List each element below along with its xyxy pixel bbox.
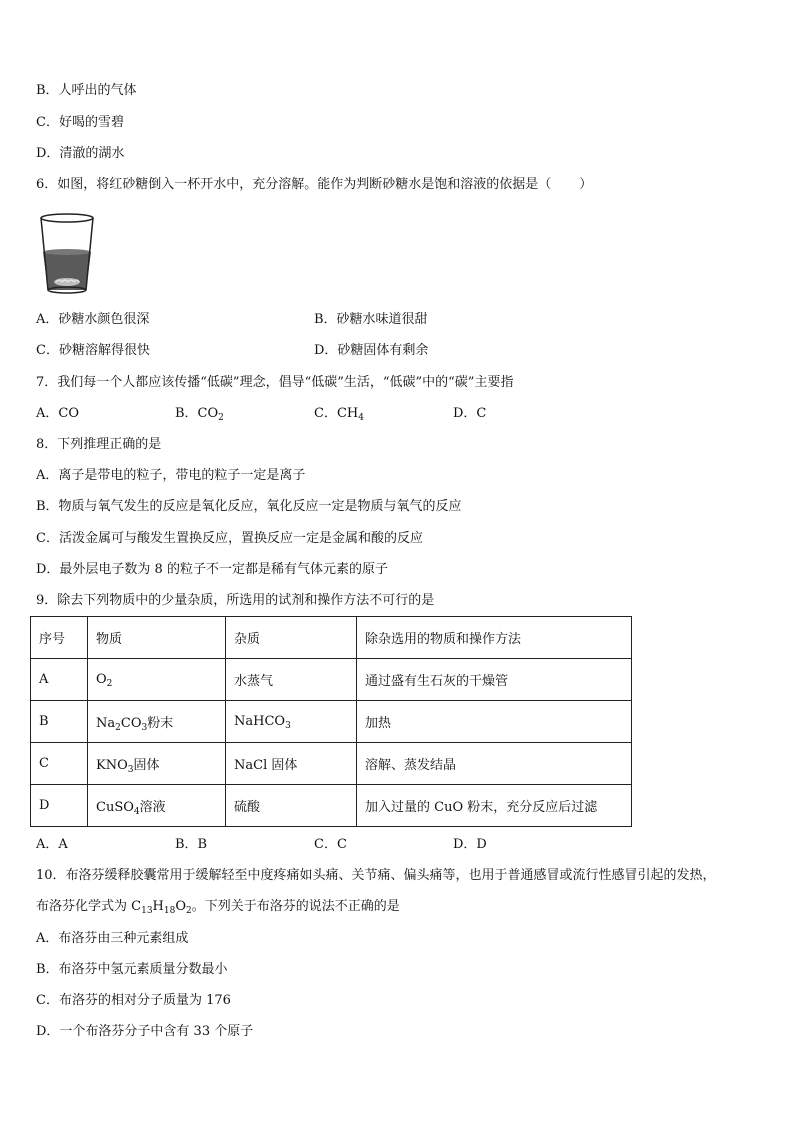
formula-text: KNO	[96, 758, 128, 773]
subscript: 4	[358, 413, 364, 423]
question-6-option-b: B．砂糖水味道很甜	[314, 312, 428, 327]
row-method: 溶解、蒸发结晶	[357, 743, 632, 785]
header-cell: 杂质	[226, 617, 357, 659]
subscript: 2	[218, 413, 224, 423]
option-c-prev: C．好喝的雪碧	[36, 115, 124, 130]
stem-text: H	[152, 899, 164, 914]
row-substance	[88, 743, 226, 785]
option-d-prev: D．清澈的湖水	[36, 146, 125, 161]
subscript: 3	[141, 723, 148, 733]
formula-text: 固体	[133, 758, 160, 773]
question-9-stem: 9．除去下列物质中的少量杂质，所选用的试剂和操作方法不可行的是	[36, 593, 435, 608]
option-b-prev: B．人呼出的气体	[36, 83, 137, 98]
header-cell: 除杂选用的物质和操作方法	[357, 617, 632, 659]
table-row	[31, 701, 632, 743]
question-6-option-a: A．砂糖水颜色很深	[36, 312, 150, 327]
row-substance	[88, 701, 226, 743]
row-impurity: NaCl 固体	[226, 743, 357, 785]
question-8-option-b: B．物质与氧气发生的反应是氧化反应，氧化反应一定是物质与氧气的反应	[36, 499, 462, 514]
question-6-option-c: C．砂糖溶解得很快	[36, 343, 150, 358]
row-method: 通过盛有生石灰的干燥管	[357, 659, 632, 701]
row-id: C	[31, 743, 88, 785]
question-6-option-d: D．砂糖固体有剩余	[314, 343, 429, 358]
question-9-table	[30, 616, 632, 827]
stem-text: O	[175, 899, 187, 914]
formula-text: 粉末	[147, 716, 174, 731]
table-header-row	[31, 617, 632, 659]
formula-text: 溶液	[139, 800, 166, 815]
row-substance	[88, 785, 226, 827]
question-7-option-a: A．CO	[36, 406, 79, 421]
question-8-option-c: C．活泼金属可与酸发生置换反应，置换反应一定是金属和酸的反应	[36, 531, 423, 546]
question-6-stem-text: 6．如图，将红砂糖倒入一杯开水中，充分溶解。能作为判断砂糖水是饱和溶液的依据是（	[36, 177, 552, 192]
question-10-option-b: B．布洛芬中氢元素质量分数最小	[36, 962, 228, 977]
question-9-option-c: C．C	[314, 837, 347, 852]
question-8-stem: 8．下列推理正确的是	[36, 437, 162, 452]
formula-text: CO	[120, 716, 142, 731]
question-8-option-d: D．最外层电子数为 8 的粒子不一定都是稀有气体元素的原子	[36, 562, 388, 577]
question-7-option-c	[314, 405, 364, 423]
stem-text: 。下列关于布洛芬的说法不正确的是	[191, 899, 400, 914]
stem-text: 布洛芬化学式为 C	[36, 899, 142, 914]
question-7-option-b	[175, 405, 224, 423]
question-6-paren-close: ）	[579, 177, 593, 192]
question-10-option-c: C．布洛芬的相对分子质量为 176	[36, 993, 231, 1008]
subscript: 3	[127, 765, 134, 775]
formula-text: Na	[96, 716, 116, 731]
question-10-option-a: A．布洛芬由三种元素组成	[36, 931, 189, 946]
subscript: 4	[133, 807, 140, 817]
formula-text: CuSO	[96, 800, 134, 815]
table-row	[31, 743, 632, 785]
row-method: 加热	[357, 701, 632, 743]
question-9-option-d: D．D	[453, 837, 487, 852]
row-id: A	[31, 659, 88, 701]
row-impurity: 水蒸气	[226, 659, 357, 701]
row-impurity: 硫酸	[226, 785, 357, 827]
question-10-stem-line1: 10．布洛芬缓释胶囊常用于缓解轻至中度疼痛如头痛、关节痛、偏头痛等，也用于普通感冒或流行性感冒引起的发热，	[36, 868, 716, 883]
question-6-stem	[36, 176, 592, 194]
subscript: 2	[115, 723, 121, 733]
subscript: 13	[141, 906, 153, 916]
header-cell: 物质	[88, 617, 226, 659]
question-7-option-b-text: B．CO	[175, 406, 219, 421]
question-7-option-d: D．C	[453, 406, 487, 421]
question-8-option-a: A．离子是带电的粒子，带电的粒子一定是离子	[36, 468, 306, 483]
question-9-option-a: A．A	[36, 837, 68, 852]
row-substance	[88, 659, 226, 701]
question-9-option-b: B．B	[175, 837, 208, 852]
row-impurity	[226, 701, 357, 743]
question-7-option-c-text: C．CH	[314, 406, 359, 421]
question-7-stem: 7．我们每一个人都应该传播“低碳”理念，倡导“低碳”生活，“低碳”中的“碳”主要指	[36, 375, 514, 390]
formula-text: NaHCO	[234, 714, 286, 729]
header-cell: 序号	[31, 617, 88, 659]
row-id: B	[31, 701, 88, 743]
subscript: 2	[106, 679, 113, 689]
row-id: D	[31, 785, 88, 827]
formula-text: O	[96, 672, 107, 687]
table-row	[31, 785, 632, 827]
row-method: 加入过量的 CuO 粉末，充分反应后过滤	[357, 785, 632, 827]
subscript: 2	[186, 906, 192, 916]
question-10-option-d: D．一个布洛芬分子中含有 33 个原子	[36, 1024, 254, 1039]
question-10-stem-line2	[36, 898, 400, 916]
beaker-with-sugar-icon	[38, 212, 96, 294]
subscript: 3	[285, 721, 291, 731]
subscript: 18	[163, 906, 176, 916]
table-row	[31, 659, 632, 701]
